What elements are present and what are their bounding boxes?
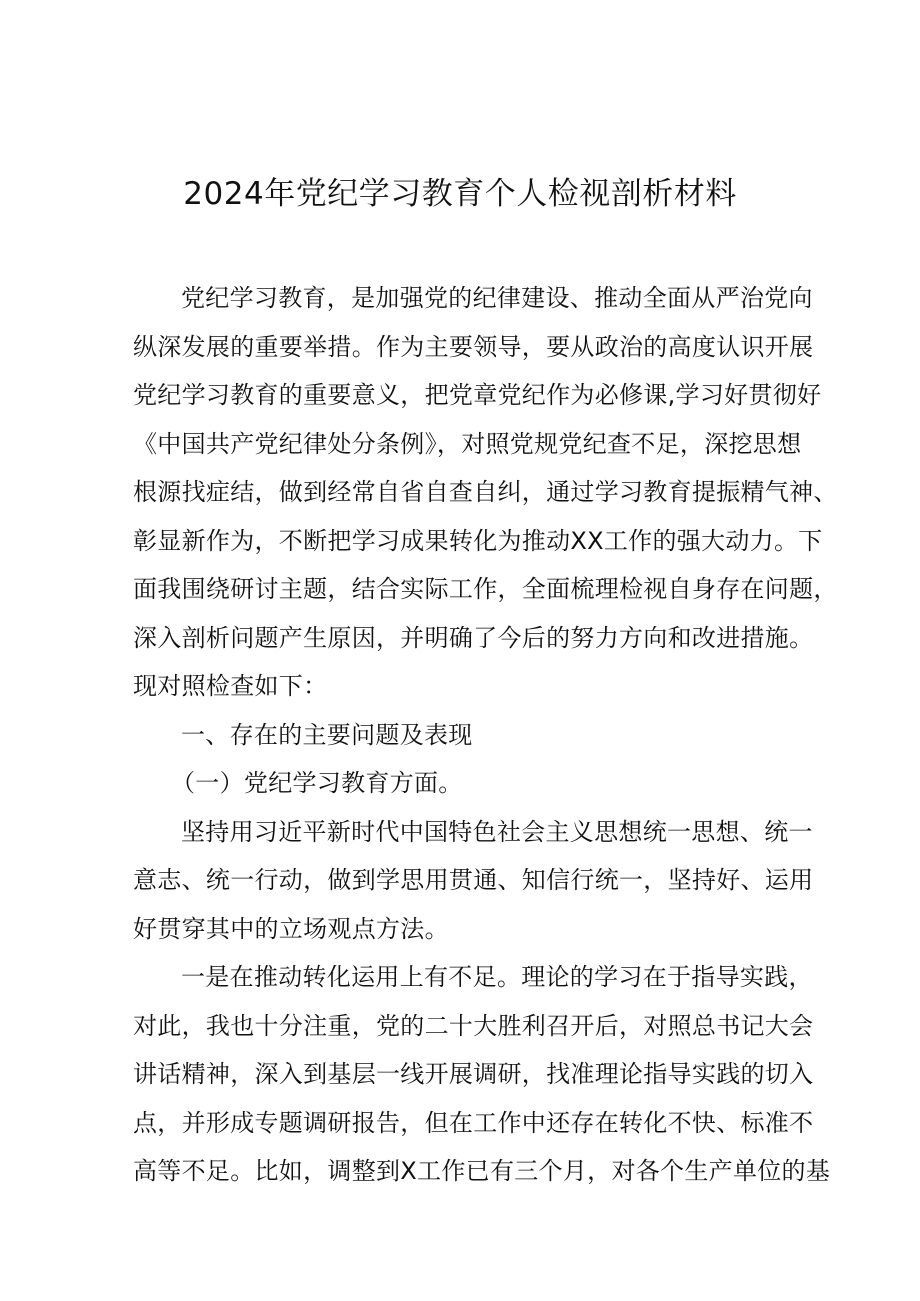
paragraph-line: 高等不足。比如，调整到X工作已有三个月，对各个生产单位的基 [133, 1157, 831, 1185]
paragraph-line: 面我围绕研讨主题，结合实际工作，全面梳理检视自身存在问题， [133, 575, 838, 603]
paragraph-line: 讲话精神，深入到基层一线开展调研，找准理论指导实践的切入 [133, 1060, 814, 1088]
paragraph-line: 点，并形成专题调研报告，但在工作中还存在转化不快、标准不 [133, 1108, 814, 1137]
paragraph-line: 现对照检查如下： [133, 672, 328, 700]
paragraph-line: 党纪学习教育的重要意义，把党章党纪作为必修课,学习好贯彻好 [133, 381, 822, 409]
paragraph-line: 坚持用习近平新时代中国特色社会主义思想统一思想、统一 [181, 817, 813, 846]
paragraph-line: 意志、统一行动，做到学思用贯通、知信行统一，坚持好、运用 [133, 866, 814, 894]
subsection-heading: （一）党纪学习教育方面。 [171, 769, 463, 797]
paragraph-line: 《中国共产党纪律处分条例》，对照党规党纪查不足，深挖思想 [133, 429, 802, 458]
paragraph-line: 纵深发展的重要举措。作为主要领导，要从政治的高度认识开展 [133, 332, 814, 361]
document-body [133, 274, 838, 1196]
paragraph-line: 对此，我也十分注重，党的二十大胜利召开后，对照总书记大会 [133, 1011, 814, 1040]
paragraph-line: 深入剖析问题产生原因，并明确了今后的努力方向和改进措施。 [133, 623, 814, 652]
paragraph-line: 一是在推动转化运用上有不足。理论的学习在于指导实践， [181, 963, 813, 991]
paragraph-line: 彰显新作为，不断把学习成果转化为推动XX工作的强大动力。下 [133, 526, 823, 555]
paragraph-line: 好贯穿其中的立场观点方法。 [133, 914, 449, 943]
paragraph-line: 党纪学习教育，是加强党的纪律建设、推动全面从严治党向 [181, 284, 813, 312]
section-heading: 一、存在的主要问题及表现 [181, 720, 473, 749]
paragraph-line: 根源找症结，做到经常自省自查自纠，通过学习教育提振精气神、 [133, 478, 838, 506]
document-title: 2024年党纪学习教育个人检视剖析材料 [183, 176, 737, 212]
